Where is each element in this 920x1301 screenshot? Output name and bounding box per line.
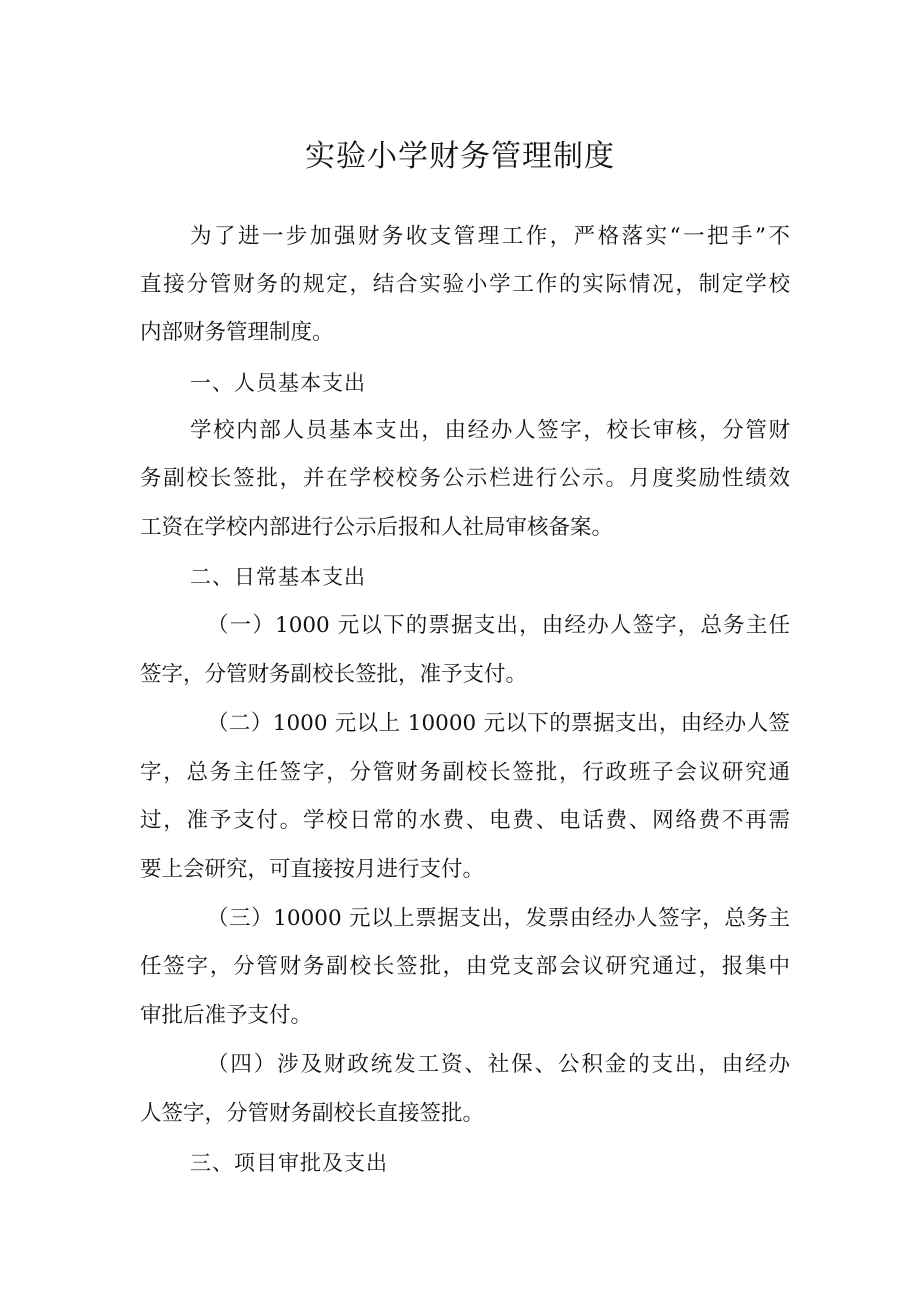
section-1-line-1: 学校内部人员基本支出，由经办人签字，校长审核，分管财 <box>190 418 790 443</box>
section-heading-1: 一、人员基本支出 <box>190 371 366 395</box>
item-2-line-3: 过，准予支付。学校日常的水费、电费、电话费、网络费不再需 <box>140 808 790 833</box>
item-4-line-2: 人签字，分管财务副校长直接签批。 <box>140 1101 485 1126</box>
item-1-line-2: 签字，分管财务副校长签批，准予支付。 <box>140 662 528 687</box>
intro-paragraph-line-2: 直接分管财务的规定，结合实验小学工作的实际情况，制定学校 <box>140 272 790 297</box>
section-heading-3: 三、项目审批及支出 <box>190 1151 388 1175</box>
section-1-line-2: 务副校长签批，并在学校校务公示栏进行公示。月度奖励性绩效 <box>140 466 790 491</box>
item-3-line-3: 审批后准予支付。 <box>140 1003 313 1028</box>
item-3-line-1: （三）10000 元以上票据支出，发票由经办人签字，总务主 <box>207 906 790 931</box>
intro-paragraph-line-1: 为了进一步加强财务收支管理工作，严格落实“一把手”不 <box>190 224 790 249</box>
item-2-line-1: （二）1000 元以上 10000 元以下的票据支出，由经办人签 <box>207 711 790 736</box>
item-2-line-2: 字，总务主任签字，分管财务副校长签批，行政班子会议研究通 <box>140 760 790 785</box>
document-title: 实验小学财务管理制度 <box>305 139 615 174</box>
intro-paragraph-line-3: 内部财务管理制度。 <box>140 320 334 345</box>
section-heading-2: 二、日常基本支出 <box>190 565 366 589</box>
item-2-line-4: 要上会研究，可直接按月进行支付。 <box>140 857 485 882</box>
item-4-line-1: （四）涉及财政统发工资、社保、公积金的支出，由经办 <box>207 1052 790 1077</box>
item-1-line-1: （一）1000 元以下的票据支出，由经办人签字，总务主任 <box>207 613 790 638</box>
section-1-line-3: 工资在学校内部进行公示后报和人社局审核备案。 <box>140 515 614 540</box>
item-3-line-2: 任签字，分管财务副校长签批，由党支部会议研究通过，报集中 <box>140 954 790 979</box>
